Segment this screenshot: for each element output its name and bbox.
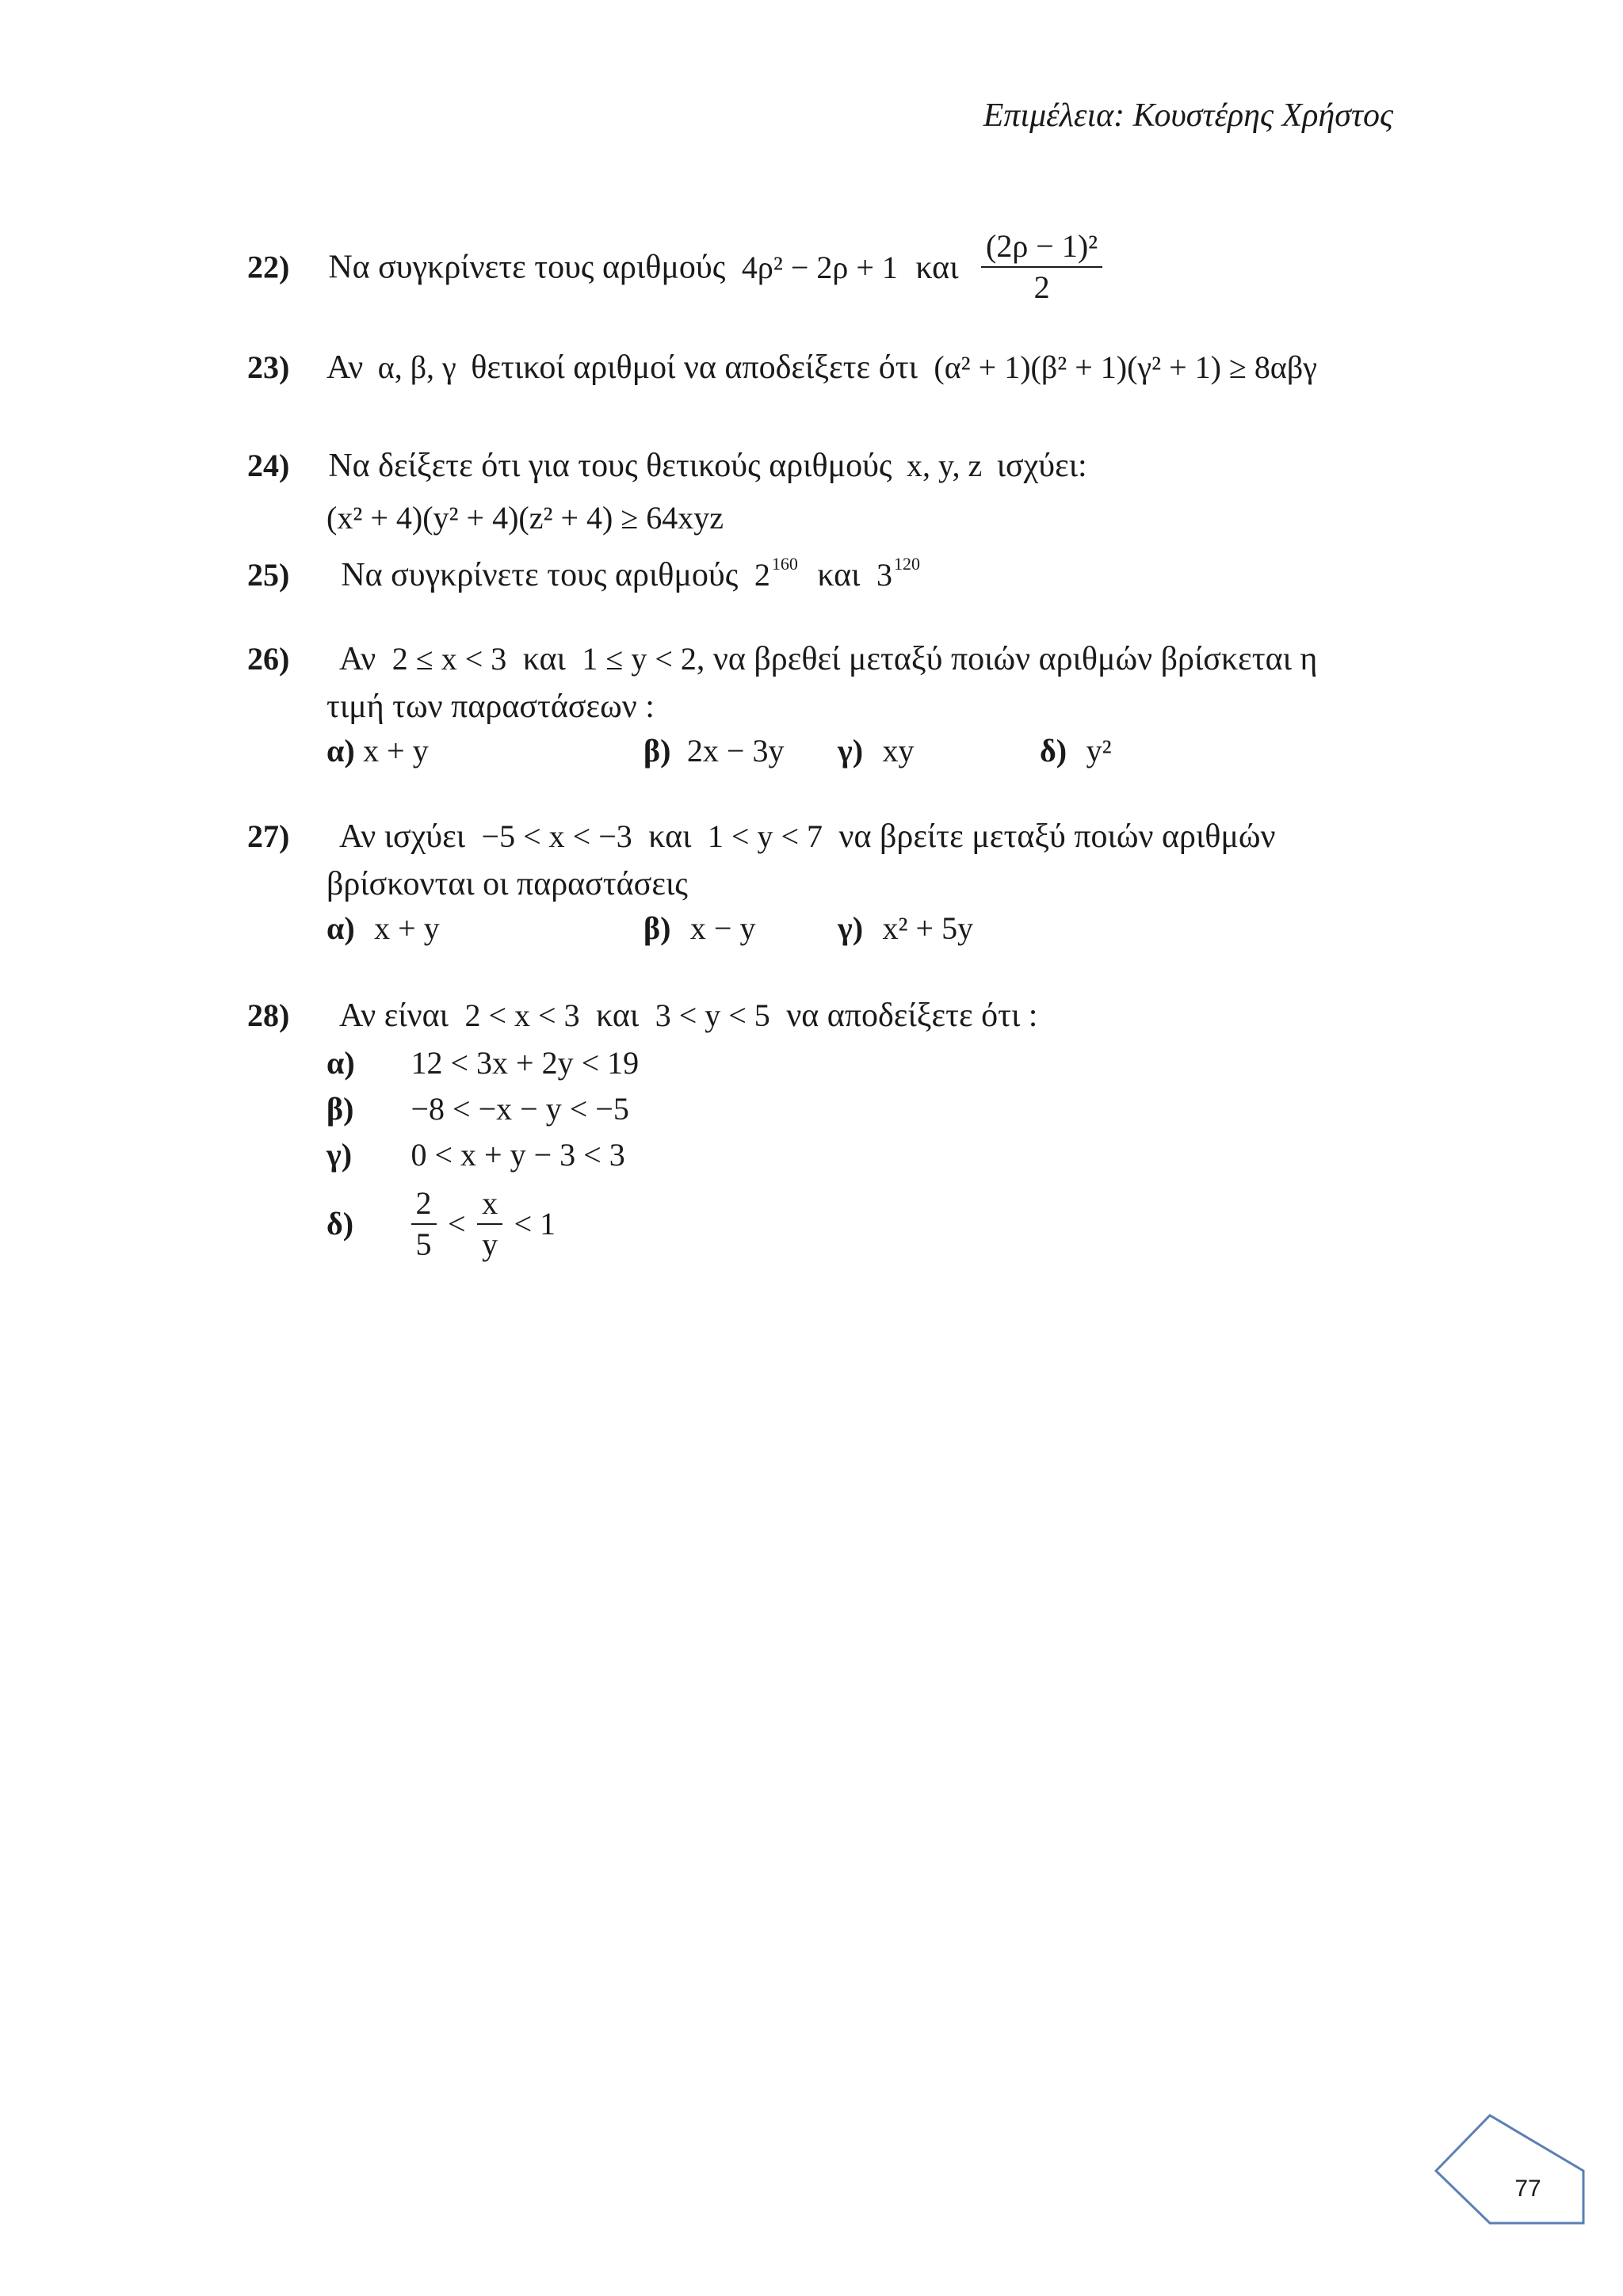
subitem-28d (327, 1184, 556, 1264)
math-expression: y² (1086, 733, 1112, 769)
subitem-26d (1040, 730, 1112, 772)
exercise-number: 26) (247, 641, 290, 677)
exercise-text: Αν (339, 641, 376, 677)
exercise-25 (247, 555, 920, 601)
math-variables: α, β, γ (377, 349, 456, 385)
conjunction: και (817, 557, 861, 593)
page-number-badge (1434, 2114, 1585, 2225)
subitem-28b (327, 1089, 629, 1130)
subitem-26a (327, 730, 429, 772)
exercise-24 (247, 445, 1087, 486)
exercise-text: να βρείτε μεταξύ ποιών αριθμών (838, 818, 1276, 855)
math-condition: −5 < x < −3 (481, 818, 632, 854)
fraction (411, 1184, 437, 1264)
exercise-text: Να συγκρίνετε τους αριθμούς (341, 557, 739, 593)
fraction-denominator: y (482, 1226, 498, 1262)
subitem-26b (643, 730, 784, 772)
subitem-label: β) (327, 1091, 354, 1127)
power-exponent: 160 (771, 554, 798, 574)
subitem-27b (643, 908, 755, 949)
subitem-label: α) (327, 910, 355, 946)
fraction (981, 227, 1102, 307)
exercise-text: Να συγκρίνετε τους αριθμούς (328, 249, 726, 286)
subitem-label: α) (327, 1045, 355, 1081)
math-expression: x − y (689, 910, 756, 946)
conjunction: και (648, 818, 692, 855)
math-condition: 1 < y < 7 (707, 818, 823, 854)
conjunction: και (915, 249, 959, 286)
math-expression: 4ρ² − 2ρ + 1 (741, 249, 898, 285)
exercise-text: θετικοί αριθμοί να αποδείξετε ότι (471, 349, 918, 386)
exercise-number: 27) (247, 818, 290, 854)
less-than-sign: < (448, 1206, 466, 1241)
exercise-text: Αν ισχύει (339, 818, 466, 855)
exercise-number: 23) (247, 349, 290, 385)
exercise-text: Να δείξετε ότι για τους θετικούς αριθμούς (328, 448, 892, 484)
math-expression: x + y (363, 733, 429, 769)
exercise-text: ισχύει: (996, 448, 1087, 484)
exercise-28 (247, 995, 1037, 1036)
math-expression: (x² + 4)(y² + 4)(z² + 4) ≥ 64xyz (327, 500, 724, 536)
subitem-label: γ) (327, 1137, 353, 1173)
exercise-22 (247, 230, 1102, 311)
fraction-numerator: x (477, 1184, 502, 1225)
page-header: Επιμέλεια: Κουστέρης Χρήστος (983, 97, 1393, 134)
exercise-text: , να βρεθεί μεταξύ ποιών αριθμών βρίσκεται η (696, 641, 1318, 677)
exercise-number: 25) (247, 557, 290, 593)
exercise-text-line2: τιμή των παραστάσεων : (327, 688, 655, 725)
math-expression: < 1 (514, 1206, 556, 1241)
fraction-numerator: 2 (411, 1184, 437, 1225)
math-expression: (α² + 1)(β² + 1)(γ² + 1) ≥ 8αβγ (934, 349, 1317, 385)
math-expression: 12 < 3x + 2y < 19 (411, 1045, 640, 1081)
subitem-label: δ) (1040, 733, 1067, 769)
math-expression: xy (882, 733, 915, 769)
exercise-27 (247, 816, 1276, 857)
exercise-23 (247, 347, 1317, 388)
power-exponent: 120 (893, 554, 920, 574)
exercise-26 (247, 639, 1317, 680)
math-expression: x + y (374, 910, 440, 946)
subitem-28c (327, 1135, 625, 1176)
subitem-26c (838, 730, 915, 772)
subitem-label: β) (643, 733, 671, 769)
subitem-28a (327, 1043, 639, 1084)
exercise-number: 28) (247, 997, 290, 1033)
math-condition: 3 < y < 5 (655, 997, 770, 1033)
badge-shape (1436, 2115, 1583, 2223)
math-condition: 1 ≤ y < 2 (582, 641, 697, 677)
conjunction: και (522, 641, 566, 677)
exercise-text-line2: βρίσκονται οι παραστάσεις (327, 866, 688, 902)
exercise-text: Αν (327, 349, 364, 386)
fraction-numerator: (2ρ − 1)² (981, 227, 1102, 268)
math-condition: 2 ≤ x < 3 (391, 641, 507, 677)
exercise-text: Αν είναι (339, 997, 449, 1034)
subitem-label: γ) (838, 910, 864, 946)
subitem-27c (838, 908, 973, 949)
exercise-number: 24) (247, 448, 290, 483)
subitem-label: β) (643, 910, 671, 946)
math-condition: 2 < x < 3 (464, 997, 580, 1033)
exercise-text: να αποδείξετε ότι : (786, 997, 1038, 1034)
subitem-label: γ) (838, 733, 864, 769)
math-expression: 0 < x + y − 3 < 3 (411, 1137, 625, 1173)
power-base: 2 (754, 557, 770, 593)
subitem-label: δ) (327, 1206, 354, 1241)
fraction-denominator: 5 (415, 1226, 432, 1262)
subitem-27a (327, 908, 440, 949)
math-expression: 2x − 3y (686, 733, 785, 769)
math-variables: x, y, z (907, 448, 983, 483)
math-expression: x² + 5y (882, 910, 974, 946)
conjunction: και (596, 997, 640, 1034)
power-base: 3 (876, 557, 892, 593)
fraction-denominator: 2 (1033, 269, 1050, 305)
subitem-label: α) (327, 733, 355, 769)
page-number: 77 (1514, 2176, 1541, 2202)
math-expression: −8 < −x − y < −5 (411, 1091, 629, 1127)
fraction (477, 1184, 502, 1264)
exercise-number: 22) (247, 249, 290, 285)
